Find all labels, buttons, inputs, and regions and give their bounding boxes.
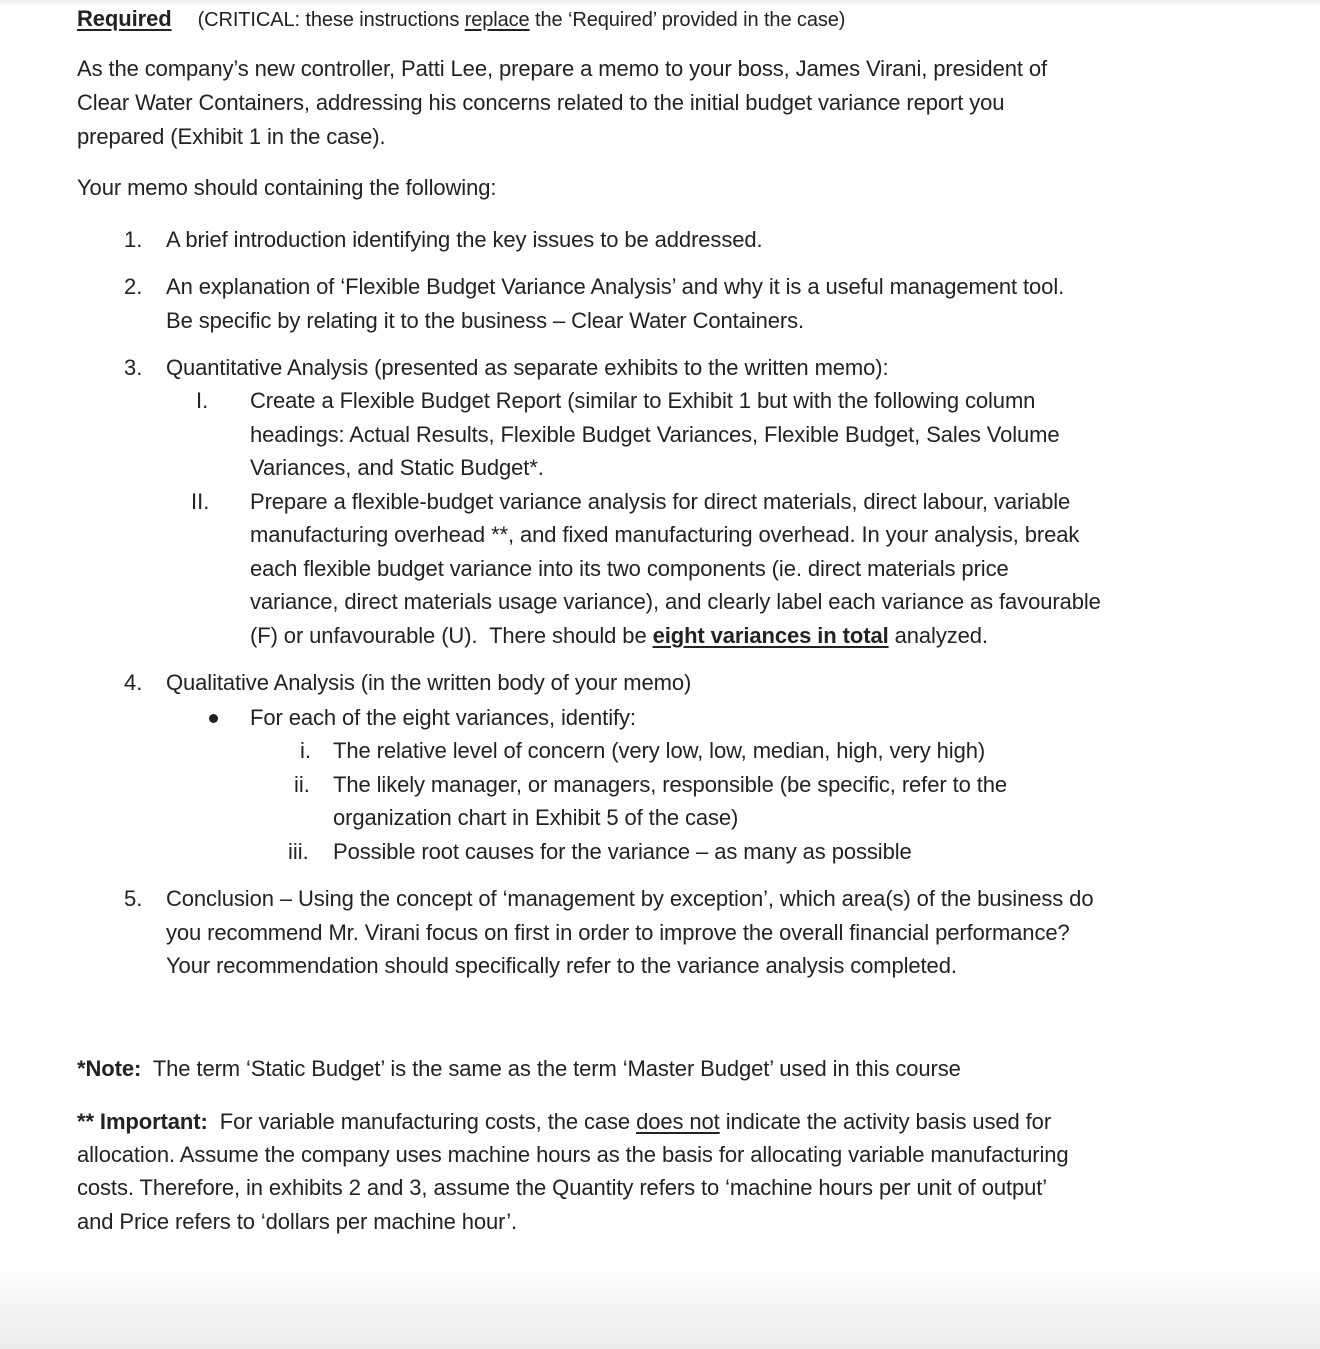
important-line-2: allocation. Assume the company uses machine hours as the basis for allocating variable manufacturing xyxy=(77,1142,1069,1167)
important-line-1 xyxy=(77,1107,1051,1137)
item-3-number: 3. xyxy=(124,355,143,380)
item-4-roman-2-line-1: The likely manager, or managers, responsible (be specific, refer to the xyxy=(333,772,1008,797)
item-4-roman-3-line-1: Possible root causes for the variance – as many as possible xyxy=(333,839,912,864)
item-3-sub-2-line-5 xyxy=(250,621,988,651)
item-3-sub-1-line-2: headings: Actual Results, Flexible Budget Variances, Flexible Budget, Sales Volume xyxy=(250,422,1060,447)
required-heading: Required xyxy=(77,6,172,31)
item-5-line-1: Conclusion – Using the concept of ‘management by exception’, which area(s) of the business do xyxy=(166,886,1094,911)
note-line xyxy=(77,1054,961,1084)
intro-line-3: prepared (Exhibit 1 in the case). xyxy=(77,124,386,149)
item-2-line-2: Be specific by relating it to the business – Clear Water Containers. xyxy=(166,308,805,333)
item-4-roman-1-marker: i. xyxy=(300,738,311,763)
item-4-bullet: For each of the eight variances, identify: xyxy=(250,705,636,730)
item-2-line-1: An explanation of ‘Flexible Budget Variance Analysis’ and why it is a useful management tool. xyxy=(166,274,1065,299)
item-3-sub-2-last-post: analyzed. xyxy=(888,623,988,648)
item-3-sub-2-last-pre: (F) or unfavourable (U). There should be xyxy=(250,623,653,648)
required-heading-line xyxy=(77,4,845,35)
note-text: The term ‘Static Budget’ is the same as the term ‘Master Budget’ used in this course xyxy=(141,1056,961,1081)
item-5-number: 5. xyxy=(124,886,143,911)
eight-variances-emphasis: eight variances in total xyxy=(652,623,889,648)
item-4-roman-1-line-1: The relative level of concern (very low, low, median, high, very high) xyxy=(333,738,986,763)
important-label: ** Important: xyxy=(77,1109,208,1134)
required-note-replace: replace xyxy=(464,9,530,31)
item-3-sub-2-line-4: variance, direct materials usage variance), and clearly label each variance as favourable xyxy=(250,589,1101,614)
item-3-sub-2-line-2: manufacturing overhead **, and fixed manufacturing overhead. In your analysis, break xyxy=(250,522,1080,547)
does-not-emphasis: does not xyxy=(636,1109,720,1134)
intro-line-1: As the company’s new controller, Patti Lee, prepare a memo to your boss, James Virani, president of xyxy=(77,56,1048,81)
item-3-sub-1-line-3: Variances, and Static Budget*. xyxy=(250,455,544,480)
item-2-number: 2. xyxy=(124,274,143,299)
item-3-line-1: Quantitative Analysis (presented as separate exhibits to the written memo): xyxy=(166,355,889,380)
required-note-close: the ‘Required’ provided in the case) xyxy=(529,9,846,31)
important-line-3: costs. Therefore, in exhibits 2 and 3, assume the Quantity refers to ‘machine hours per unit of output’ xyxy=(77,1175,1048,1200)
item-1-number: 1. xyxy=(124,227,143,252)
item-3-sub-2-line-3: each flexible budget variance into its two components (ie. direct materials price xyxy=(250,556,1009,581)
important-line-1-pre: For variable manufacturing costs, the case xyxy=(207,1109,637,1134)
required-note-open: (CRITICAL: these instructions xyxy=(197,9,465,31)
item-4-number: 4. xyxy=(124,670,143,695)
intro-line-2: Clear Water Containers, addressing his concerns related to the initial budget variance report you xyxy=(77,90,1005,115)
memo-lead: Your memo should containing the following: xyxy=(77,175,497,200)
item-5-line-3: Your recommendation should specifically refer to the variance analysis completed. xyxy=(166,953,957,978)
important-line-1-post: indicate the activity basis used for xyxy=(719,1109,1052,1134)
item-4-line-1: Qualitative Analysis (in the written body of your memo) xyxy=(166,670,692,695)
item-4-roman-2-line-2: organization chart in Exhibit 5 of the case) xyxy=(333,805,739,830)
item-5-line-2: you recommend Mr. Virani focus on first in order to improve the overall financial performance? xyxy=(166,920,1070,945)
item-3-sub-2-marker: II. xyxy=(191,489,210,514)
bullet-dot-icon xyxy=(209,714,218,723)
item-1-line-1: A brief introduction identifying the key issues to be addressed. xyxy=(166,227,763,252)
item-3-sub-2-line-1: Prepare a flexible-budget variance analysis for direct materials, direct labour, variable xyxy=(250,489,1071,514)
note-label: *Note: xyxy=(77,1056,142,1081)
item-3-sub-1-line-1: Create a Flexible Budget Report (similar to Exhibit 1 but with the following column xyxy=(250,388,1036,413)
item-4-roman-2-marker: ii. xyxy=(294,772,310,797)
important-line-4: and Price refers to ‘dollars per machine hour’. xyxy=(77,1209,517,1234)
item-3-sub-1-marker: I. xyxy=(196,388,209,413)
item-4-roman-3-marker: iii. xyxy=(288,839,309,864)
